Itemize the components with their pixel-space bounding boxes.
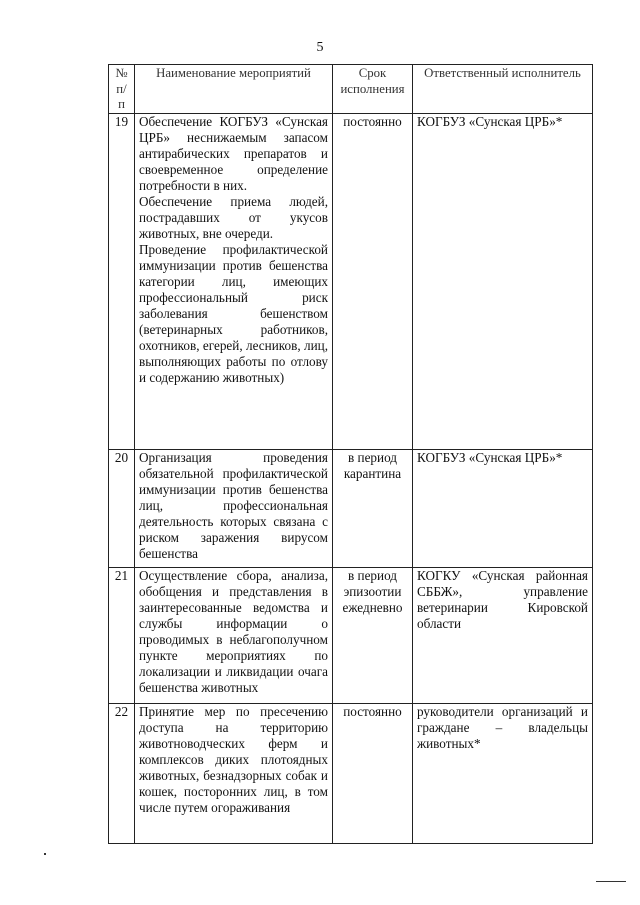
execution-term: постоянно [333,703,413,843]
measure-name [135,449,333,567]
responsible-party: КОГБУЗ «Сунская ЦРБ»* [413,113,593,449]
row-number: 21 [109,567,135,703]
header-name: Наименование мероприятий [135,65,333,114]
measure-paragraph: Принятие мер по пресечению доступа на территорию животноводческих ферм и комплексов диких плотоядных животных, безнадзорных собак и кошек, посторонних лиц, в том числе путем огораживания [139,703,328,815]
table-row [109,567,593,703]
page-number: 5 [316,40,324,55]
table-row [109,449,593,567]
row-number: 22 [109,703,135,843]
measure-paragraph: Проведение профилактической иммунизации против бешенства категории лиц, имеющих профессиональный риск заболевания бешенством (ветеринарных работников, охотников, егерей, лесников, лиц, выполняющих работы по отлову и содержанию животных) [139,241,328,385]
header-num: № п/п [109,65,135,114]
measure-paragraph: Обеспечение КОГБУЗ «Сунская ЦРБ» неснижаемым запасом антирабических препаратов и своевременное определение потребности в них. [139,113,328,193]
responsible-party: КОГКУ «Сунская районная СББЖ», управление ветеринарии Кировской области [413,567,593,703]
responsible-party: КОГБУЗ «Сунская ЦРБ»* [413,449,593,567]
measure-paragraph: Обеспечение приема людей, пострадавших от укусов животных, вне очереди. [139,193,328,241]
measure-paragraph: Осуществление сбора, анализа, обобщения и представления в заинтересованные ведомства и службы информации о проводимых в неблагополучном пункте мероприятиях по локализации и ликвидации очага бешенства животных [139,567,328,695]
execution-term: в период карантина [333,449,413,567]
footer-rule [596,881,626,882]
measure-paragraph: Организация проведения обязательной профилактической иммунизации против бешенства лиц, профессиональная деятельность которых связана с риском заражения вирусом бешенства [139,449,328,561]
responsible-party: руководители организаций и граждане – владельцы животных* [413,703,593,843]
header-responsible: Ответственный исполнитель [413,65,593,114]
execution-term: постоянно [333,113,413,449]
table-header-row [109,65,593,114]
header-term: Срок исполнения [333,65,413,114]
measure-name [135,567,333,703]
row-number: 20 [109,449,135,567]
table-row [109,703,593,843]
measure-name [135,703,333,843]
measures-table [108,64,593,844]
execution-term: в период эпизоотии ежедневно [333,567,413,703]
measure-name [135,113,333,449]
table-row [109,113,593,449]
row-number: 19 [109,113,135,449]
scan-mark [44,853,46,855]
